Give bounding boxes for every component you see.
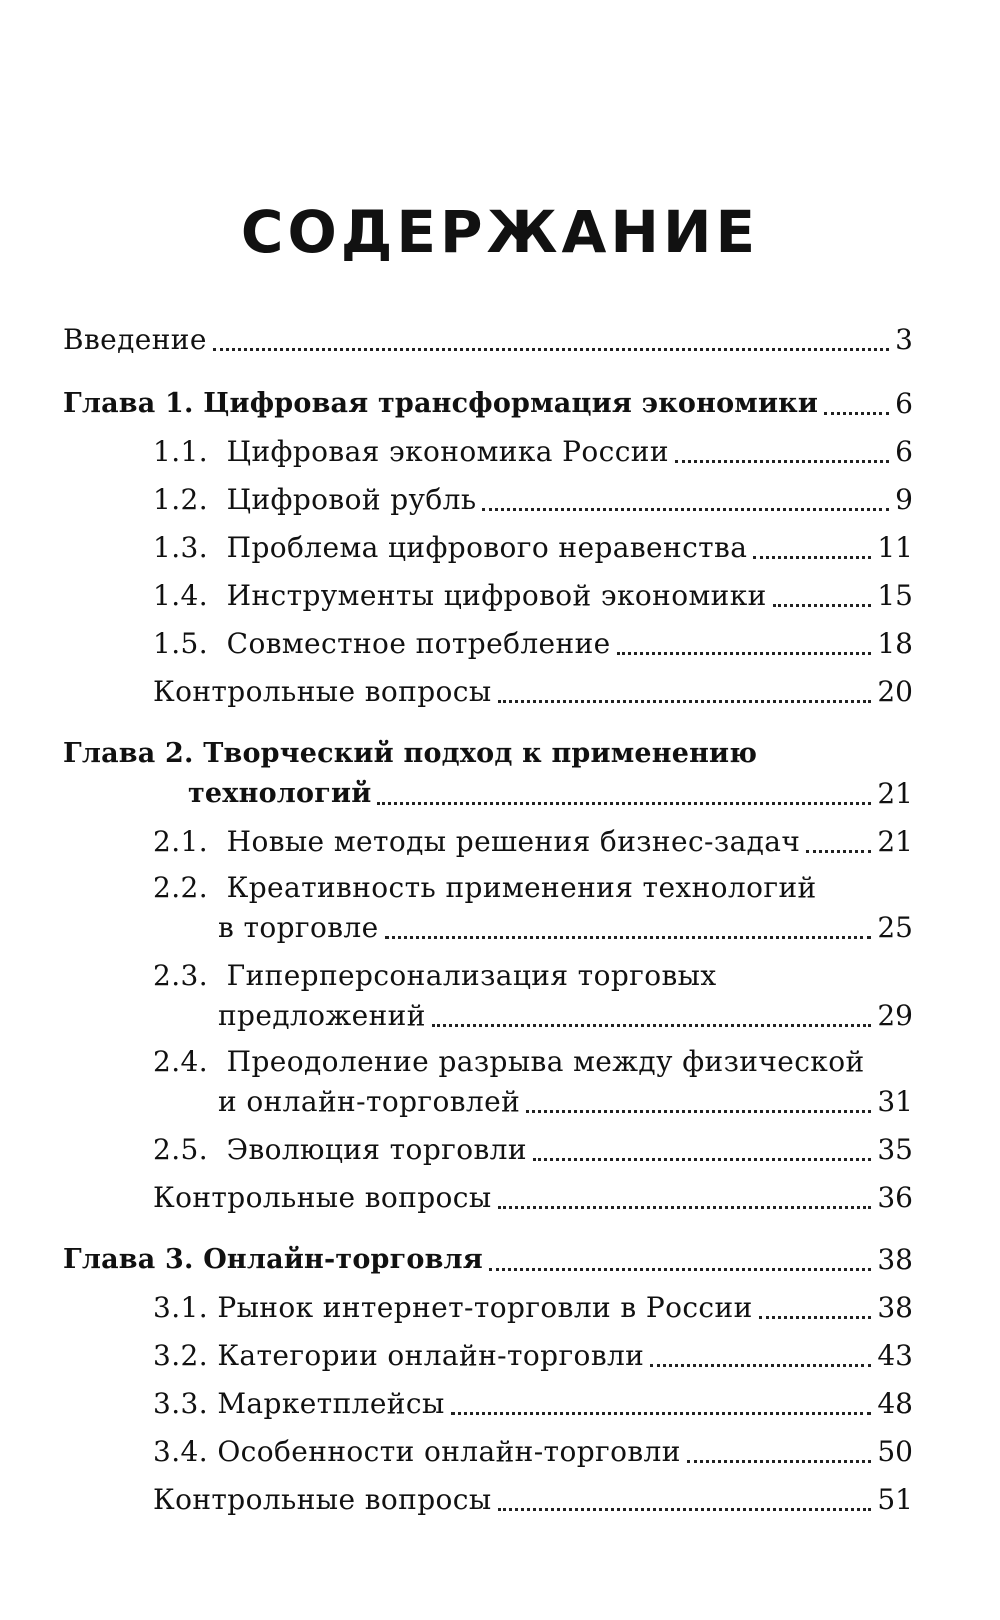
dot-leader <box>451 1412 872 1415</box>
toc-entry-label: Контрольные вопросы <box>153 1483 492 1516</box>
toc-entry-review-questions-2[interactable] <box>0 1178 1000 1218</box>
dot-leader <box>617 652 872 655</box>
toc-page-number: 25 <box>877 911 913 944</box>
toc-entry-label: 1.4. Инструменты цифровой экономики <box>153 579 767 612</box>
toc-page-number: 48 <box>877 1387 913 1420</box>
toc-page-number: 6 <box>895 435 913 468</box>
toc-entry-label: 1.1. Цифровая экономика России <box>153 435 669 468</box>
toc-entry-review-questions-1[interactable] <box>0 672 1000 712</box>
toc-page-number: 18 <box>877 627 913 660</box>
toc-entry-review-questions-3[interactable] <box>0 1480 1000 1520</box>
toc-page-number: 21 <box>877 825 913 858</box>
page-title: СОДЕРЖАНИЕ <box>240 198 760 266</box>
dot-leader <box>498 1206 872 1209</box>
dot-leader <box>489 1268 871 1271</box>
dot-leader <box>650 1364 871 1367</box>
toc-page-number: 20 <box>877 675 913 708</box>
toc-entry-section-3-4[interactable] <box>0 1432 1000 1472</box>
toc-entry-introduction[interactable] <box>0 320 1000 360</box>
toc-entry-label: 3.4. Особенности онлайн-торговли <box>153 1435 681 1468</box>
toc-page-number: 43 <box>877 1339 913 1372</box>
toc-entry-label: предложений <box>218 999 426 1032</box>
dot-leader <box>759 1316 872 1319</box>
toc-chapter-label: Глава 2. Творческий подход к применению <box>63 738 758 769</box>
toc-entry-chapter-2-continued[interactable] <box>0 774 1000 814</box>
dot-leader <box>498 700 872 703</box>
toc-page-number: 35 <box>877 1133 913 1166</box>
toc-entry-label: 2.4. Преодоление разрыва между физической <box>153 1045 865 1078</box>
toc-page-number: 36 <box>877 1181 913 1214</box>
toc-chapter-label: Глава 3. Онлайн-торговля <box>63 1244 483 1275</box>
toc-entry-section-2-2[interactable] <box>0 868 1000 908</box>
toc-entry-label: Контрольные вопросы <box>153 1181 492 1214</box>
dot-leader <box>687 1460 872 1463</box>
toc-entry-section-2-4-continued[interactable] <box>0 1082 1000 1122</box>
toc-entry-section-2-1[interactable] <box>0 822 1000 862</box>
toc-entry-section-1-5[interactable] <box>0 624 1000 664</box>
dot-leader <box>213 348 889 351</box>
toc-entry-label: в торговле <box>218 911 379 944</box>
toc-entry-section-2-4[interactable] <box>0 1042 1000 1082</box>
toc-page-number: 50 <box>877 1435 913 1468</box>
toc-entry-label: 1.5. Совместное потребление <box>153 627 611 660</box>
toc-entry-section-3-2[interactable] <box>0 1336 1000 1376</box>
toc-entry-section-1-4[interactable] <box>0 576 1000 616</box>
toc-entry-label: 3.2. Категории онлайн-торговли <box>153 1339 645 1372</box>
toc-entry-section-3-3[interactable] <box>0 1384 1000 1424</box>
toc-page-number: 3 <box>895 323 913 356</box>
toc-entry-label: 3.3. Маркетплейсы <box>153 1387 445 1420</box>
toc-page-number: 38 <box>877 1291 913 1324</box>
dot-leader <box>824 412 889 415</box>
toc-page-number: 38 <box>877 1243 913 1276</box>
toc-entry-section-1-2[interactable] <box>0 480 1000 520</box>
dot-leader <box>753 556 871 559</box>
toc-chapter-label: Глава 1. Цифровая трансформация экономики <box>63 388 819 419</box>
dot-leader <box>498 1508 872 1511</box>
toc-entry-label: 2.2. Креативность применения технологий <box>153 871 817 904</box>
toc-page-number: 11 <box>877 531 913 564</box>
toc-entry-label: 1.3. Проблема цифрового неравенства <box>153 531 748 564</box>
toc-page-number: 9 <box>895 483 913 516</box>
toc-entry-label: Введение <box>63 323 207 356</box>
toc-page-number: 31 <box>877 1085 913 1118</box>
dot-leader <box>432 1024 872 1027</box>
toc-entry-label: и онлайн-торговлей <box>218 1085 521 1118</box>
toc-entry-label: 2.1. Новые методы решения бизнес-задач <box>153 825 801 858</box>
dot-leader <box>385 936 872 939</box>
toc-entry-label: Контрольные вопросы <box>153 675 492 708</box>
toc-page-number: 29 <box>877 999 913 1032</box>
toc-entry-section-1-3[interactable] <box>0 528 1000 568</box>
toc-page-number: 15 <box>877 579 913 612</box>
toc-page-number: 6 <box>895 387 913 420</box>
dot-leader <box>377 802 871 805</box>
dot-leader <box>482 508 889 511</box>
dot-leader <box>773 604 872 607</box>
toc-entry-section-2-2-continued[interactable] <box>0 908 1000 948</box>
toc-entry-chapter-2[interactable] <box>0 734 1000 774</box>
dot-leader <box>806 850 871 853</box>
dot-leader <box>533 1158 871 1161</box>
toc-entry-label: 2.5. Эволюция торговли <box>153 1133 527 1166</box>
toc-entry-label: 1.2. Цифровой рубль <box>153 483 477 516</box>
toc-chapter-label: технологий <box>188 778 372 809</box>
toc-entry-label: 2.3. Гиперперсонализация торговых <box>153 959 717 992</box>
toc-page-number: 21 <box>877 777 913 810</box>
dot-leader <box>675 460 889 463</box>
toc-entry-section-3-1[interactable] <box>0 1288 1000 1328</box>
toc-entry-section-2-3[interactable] <box>0 956 1000 996</box>
dot-leader <box>526 1110 871 1113</box>
toc-entry-section-2-3-continued[interactable] <box>0 996 1000 1036</box>
toc-entry-label: 3.1. Рынок интернет-торговли в России <box>153 1291 753 1324</box>
toc-entry-chapter-3[interactable] <box>0 1240 1000 1280</box>
toc-entry-section-2-5[interactable] <box>0 1130 1000 1170</box>
toc-entry-section-1-1[interactable] <box>0 432 1000 472</box>
toc-entry-chapter-1[interactable] <box>0 384 1000 424</box>
toc-page-number: 51 <box>877 1483 913 1516</box>
